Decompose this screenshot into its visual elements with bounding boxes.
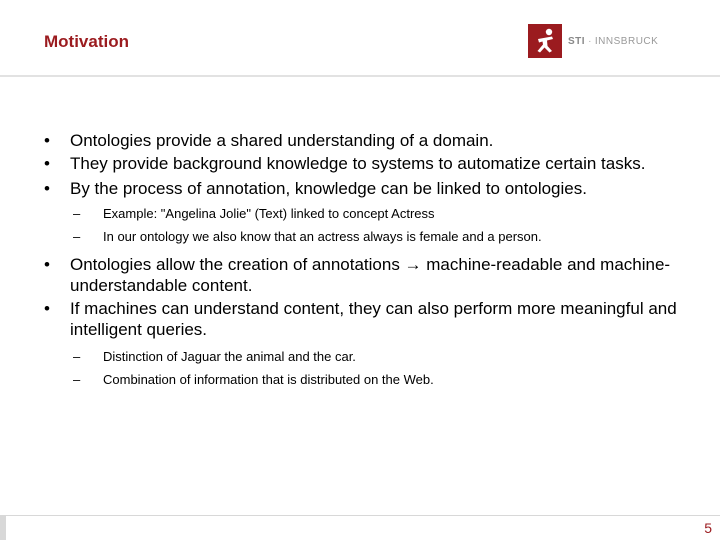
sti-logo-icon [528, 24, 562, 58]
bullet-item [44, 153, 684, 174]
slide-title: Motivation [44, 32, 129, 51]
bullet-marker: • [44, 131, 50, 150]
sub-bullet-marker: – [73, 206, 81, 221]
sub-bullet-text: In our ontology we also know that an actress always is female and a person. [103, 229, 542, 244]
sub-bullet-text: Distinction of Jaguar the animal and the car. [103, 349, 356, 364]
sub-bullet-marker: – [73, 372, 81, 387]
sub-bullet-marker: – [73, 349, 81, 364]
bullet-marker: • [44, 255, 50, 274]
bullet-item [44, 130, 684, 151]
logo-wordmark [568, 36, 658, 47]
sub-bullet-item [44, 202, 684, 225]
bullet-marker: • [44, 154, 50, 173]
page-number: 5 [704, 520, 712, 536]
bullet-text: They provide background knowledge to systems to automatize certain tasks. [70, 154, 646, 173]
bullet-text: Ontologies provide a shared understanding of a domain. [70, 131, 494, 150]
sub-bullet-item [44, 368, 684, 391]
header-divider [0, 75, 720, 77]
logo-org: INNSBRUCK [594, 35, 659, 47]
logo-separator: · [588, 35, 592, 47]
sub-bullet-marker: – [73, 229, 81, 244]
bullet-text: If machines can understand content, they can also perform more meaningful and intelligent queries. [70, 299, 677, 339]
bullet-item [44, 298, 684, 340]
bullet-marker: • [44, 179, 50, 198]
footer-divider [0, 515, 720, 516]
bullet-item [44, 254, 684, 296]
bullet-text: Ontologies allow the creation of annotations → machine-readable and machine-understandable content. [70, 255, 671, 295]
bullet-text: By the process of annotation, knowledge can be linked to ontologies. [70, 179, 587, 198]
slide-body [44, 130, 684, 391]
footer-accent-bar [0, 516, 6, 540]
bullet-item [44, 178, 684, 199]
sub-bullet-item [44, 225, 684, 248]
sub-bullet-text: Combination of information that is distributed on the Web. [103, 372, 434, 387]
sub-bullet-item [44, 345, 684, 368]
bullet-marker: • [44, 299, 50, 318]
sub-bullet-text: Example: "Angelina Jolie" (Text) linked to concept Actress [103, 206, 435, 221]
logo-brand: STI [568, 35, 586, 47]
sti-logo [528, 24, 658, 58]
